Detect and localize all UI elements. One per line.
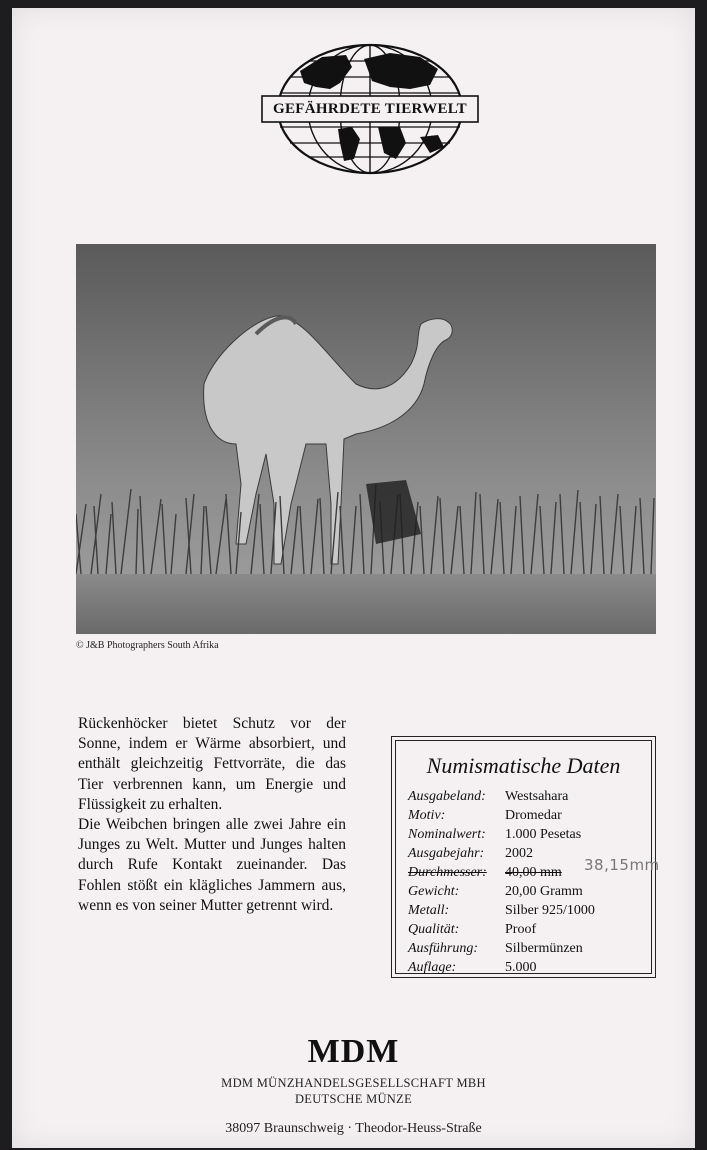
- data-value: 20,00 Gramm: [505, 884, 583, 899]
- data-label: Nominalwert:: [408, 827, 486, 842]
- data-value: [505, 865, 562, 881]
- data-value: Silber 925/1000: [505, 903, 595, 918]
- document-sheet: [12, 8, 695, 1148]
- data-label: Ausführung:: [408, 941, 478, 956]
- company-address: 38097 Braunschweig · Theodor-Heuss-Straße: [225, 1121, 482, 1136]
- data-value: 2002: [505, 846, 533, 861]
- description-text: [78, 714, 346, 916]
- data-row-motiv: [408, 808, 562, 824]
- data-value-struck: 40,00 mm: [505, 865, 562, 880]
- numismatic-title: Numismatische Daten: [426, 753, 621, 778]
- data-label: Ausgabeland:: [408, 789, 486, 804]
- mdm-logo: MDM: [307, 1033, 400, 1070]
- data-label: Auflage:: [408, 960, 457, 975]
- company-subtitle: DEUTSCHE MÜNZE: [294, 1092, 413, 1106]
- data-label: Qualität:: [408, 922, 460, 937]
- dromedary-illustration: [76, 244, 656, 634]
- data-value: 1.000 Pesetas: [505, 827, 582, 842]
- logo-title: GEFÄHRDETE TIERWELT: [273, 100, 467, 117]
- data-value: 5.000: [505, 960, 537, 975]
- data-label: Durchmesser:: [408, 865, 487, 880]
- data-row-metall: [408, 903, 595, 919]
- data-value: Proof: [505, 922, 537, 937]
- data-row-ausgabeland: [408, 789, 568, 805]
- data-label: Gewicht:: [408, 884, 460, 899]
- data-value: Silbermünzen: [505, 941, 583, 956]
- data-row-nominalwert: [408, 827, 581, 843]
- globe-logo: [260, 43, 480, 175]
- camel-photo: [76, 244, 656, 634]
- numismatic-data-box: [391, 736, 660, 978]
- photo-credit: © J&B Photographers South Afrika: [76, 640, 219, 651]
- data-row-auflage: [408, 960, 537, 976]
- description-paragraph-2: Die Weibchen bringen alle zwei Jahre ein Junges zu Welt. Mutter und Junges halten durch Rufe Kontakt zueinander. Das Fohlen stößt ein klägliches Jammern aus, wenn es von seiner Mutter getrennt wird.: [78, 816, 346, 914]
- data-row-gewicht: [408, 884, 583, 900]
- handwritten-diameter-note: 38,15mm: [584, 856, 660, 874]
- data-label: Ausgabejahr:: [408, 846, 485, 861]
- data-label: Metall:: [408, 903, 450, 918]
- data-label: Motiv:: [408, 808, 446, 823]
- data-value: Dromedar: [505, 808, 562, 823]
- numismatic-data-frame: [395, 740, 660, 975]
- data-row-ausgabejahr: [408, 846, 533, 862]
- data-row-ausfuehrung: [408, 941, 583, 957]
- data-value: Westsahara: [505, 789, 569, 804]
- company-name: MDM MÜNZHANDELSGESELLSCHAFT MBH: [221, 1076, 486, 1090]
- description-paragraph-1: Rückenhöcker bietet Schutz vor der Sonne, indem er Wärme absorbiert, und enthält gleichzeitig Fettvorräte, die das Tier verbrennen kann, um Energie und Flüssigkeit zu erhalten.: [78, 715, 346, 813]
- data-row-qualitaet: [408, 922, 536, 938]
- data-row-durchmesser: [408, 865, 562, 881]
